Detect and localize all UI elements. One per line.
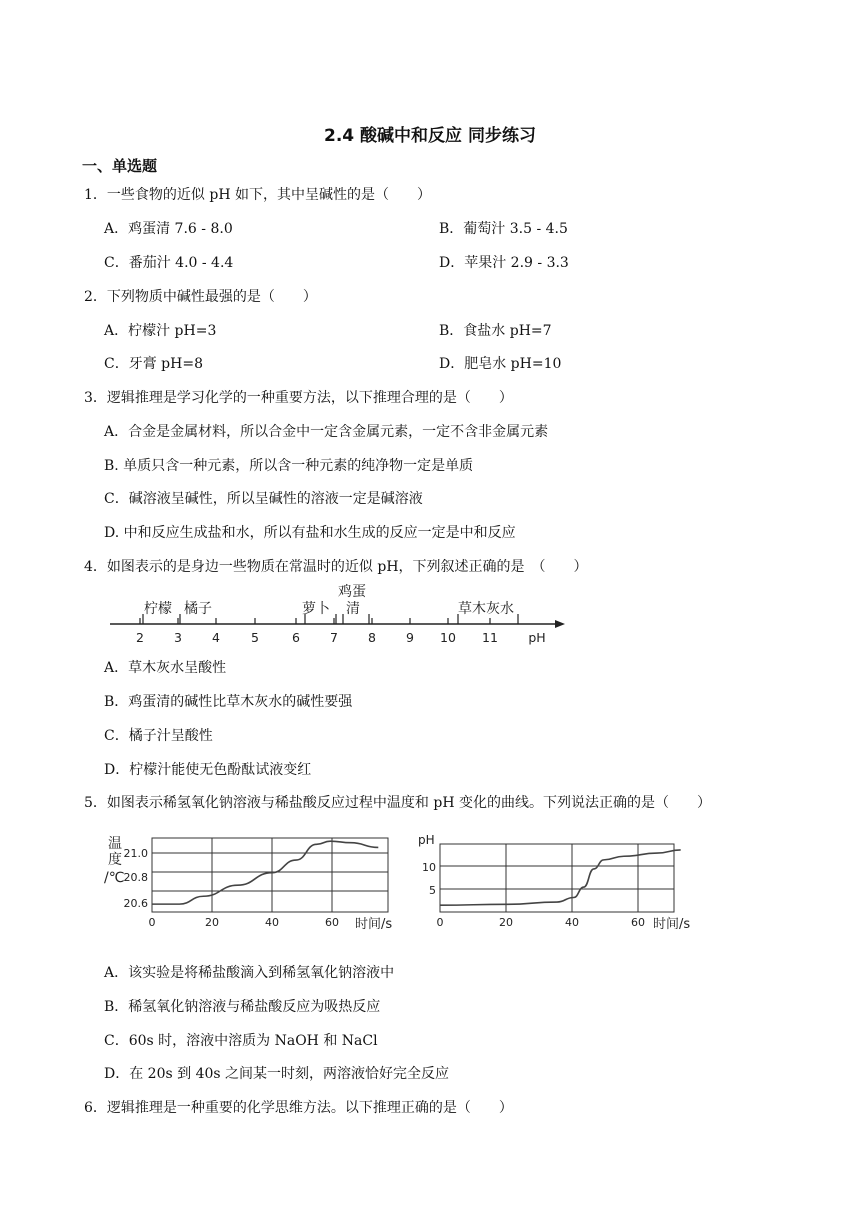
temperature-chart	[100, 826, 400, 938]
q3-option-d: D. 中和反应生成盐和水，所以有盐和水生成的反应一定是中和反应	[104, 525, 516, 541]
q3-option-c: C．碱溶液呈碱性，所以呈碱性的溶液一定是碱溶液	[104, 491, 423, 507]
ph-tick-label: 2	[136, 630, 144, 645]
temperature-xtick-label: 40	[265, 916, 279, 929]
q1-option-a: A．鸡蛋清 7.6 - 8.0	[104, 221, 233, 237]
q3-stem: 3．逻辑推理是学习化学的一种重要方法，以下推理合理的是（ ）	[84, 390, 513, 406]
q4-stem: 4．如图表示的是身边一些物质在常温时的近似 pH，下列叙述正确的是 （ ）	[84, 559, 588, 575]
ph-tick-label: 6	[292, 630, 300, 645]
q4-option-a: A．草木灰水呈酸性	[104, 660, 227, 676]
ph-ytick-label: 10	[422, 861, 436, 874]
section-heading: 一、单选题	[82, 157, 158, 175]
ph-axis-arrow	[555, 620, 565, 628]
label-egg-white-2: 清	[346, 601, 360, 617]
q1-option-c: C．番茄汁 4.0 - 4.4	[104, 255, 234, 271]
q1-stem: 1．一些食物的近似 pH 如下，其中呈碱性的是（ ）	[84, 187, 431, 203]
ph-tick-label: 3	[174, 630, 182, 645]
temperature-ytick-label: 20.8	[123, 871, 148, 884]
q4-option-d: D．柠檬汁能使无色酚酞试液变红	[104, 762, 312, 778]
label-ash-water: 草木灰水	[458, 601, 514, 617]
q5-option-a: A．该实验是将稀盐酸滴入到稀氢氧化钠溶液中	[104, 965, 395, 981]
ph-xtick-label: 40	[565, 916, 579, 929]
q5-stem: 5．如图表示稀氢氧化钠溶液与稀盐酸反应过程中温度和 pH 变化的曲线。下列说法正确的是（ ）	[84, 795, 711, 811]
q6-stem: 6．逻辑推理是一种重要的化学思维方法。以下推理正确的是（ ）	[84, 1100, 513, 1116]
temperature-yunit: /℃	[104, 870, 125, 886]
ph-tick-label: 10	[440, 630, 456, 645]
temperature-xtick-label: 60	[325, 916, 339, 929]
ph-xtick-label: 0	[436, 916, 444, 929]
temperature-ytick-label: 20.6	[123, 897, 148, 910]
ph-chart-ylabel: pH	[418, 833, 435, 847]
q2-option-c: C．牙膏 pH=8	[104, 356, 203, 372]
ph-tick-label: 5	[251, 630, 259, 645]
q1-option-d: D．苹果汁 2.9 - 3.3	[439, 255, 569, 271]
ph-ytick-label: 5	[429, 884, 436, 897]
temperature-xtick-label: 20	[205, 916, 219, 929]
temperature-ylabel-char: 度	[108, 852, 122, 868]
label-egg-white: 鸡蛋	[338, 584, 366, 600]
ph-tick-label: 4	[212, 630, 220, 645]
ph-tick-label: 9	[406, 630, 414, 645]
label-radish: 萝卜	[302, 601, 330, 617]
q4-option-b: B．鸡蛋清的碱性比草木灰水的碱性要强	[104, 694, 353, 710]
ph-axis-label: pH	[528, 630, 546, 645]
q1-option-b: B．葡萄汁 3.5 - 4.5	[439, 221, 568, 237]
q5-option-b: B．稀氢氧化钠溶液与稀盐酸反应为吸热反应	[104, 999, 381, 1015]
ph-scale-figure	[100, 580, 570, 652]
ph-chart-xlabel: 时间/s	[653, 917, 691, 932]
page-title: 2.4 酸碱中和反应 同步练习	[324, 126, 536, 146]
q2-option-b: B．食盐水 pH=7	[439, 323, 552, 339]
q2-option-a: A．柠檬汁 pH=3	[104, 323, 217, 339]
q2-stem: 2．下列物质中碱性最强的是（ ）	[84, 289, 317, 305]
ph-xtick-label: 60	[631, 916, 645, 929]
temperature-plot-frame	[152, 838, 388, 912]
ph-tick-label: 7	[330, 630, 338, 645]
temperature-ylabel-char: 温	[108, 836, 122, 852]
q3-option-b: B. 单质只含一种元素，所以含一种元素的纯净物一定是单质	[104, 458, 474, 474]
q3-option-a: A．合金是金属材料，所以合金中一定含金属元素，一定不含非金属元素	[104, 424, 549, 440]
ph-tick-label: 8	[368, 630, 376, 645]
temperature-xlabel: 时间/s	[355, 917, 393, 932]
q5-option-d: D．在 20s 到 40s 之间某一时刻，两溶液恰好完全反应	[104, 1066, 450, 1082]
ph-tick-label: 11	[482, 630, 498, 645]
q4-option-c: C．橘子汁呈酸性	[104, 728, 213, 744]
q2-option-d: D．肥皂水 pH=10	[439, 356, 562, 372]
label-lemon: 柠檬	[144, 601, 172, 617]
temperature-curve	[152, 841, 378, 904]
q5-option-c: C．60s 时，溶液中溶质为 NaOH 和 NaCl	[104, 1033, 378, 1049]
temperature-ytick-label: 21.0	[123, 847, 148, 860]
label-orange: 橘子	[184, 601, 212, 617]
ph-curve	[440, 850, 681, 905]
ph-chart	[410, 826, 700, 938]
temperature-xtick-label: 0	[148, 916, 156, 929]
ph-xtick-label: 20	[499, 916, 513, 929]
